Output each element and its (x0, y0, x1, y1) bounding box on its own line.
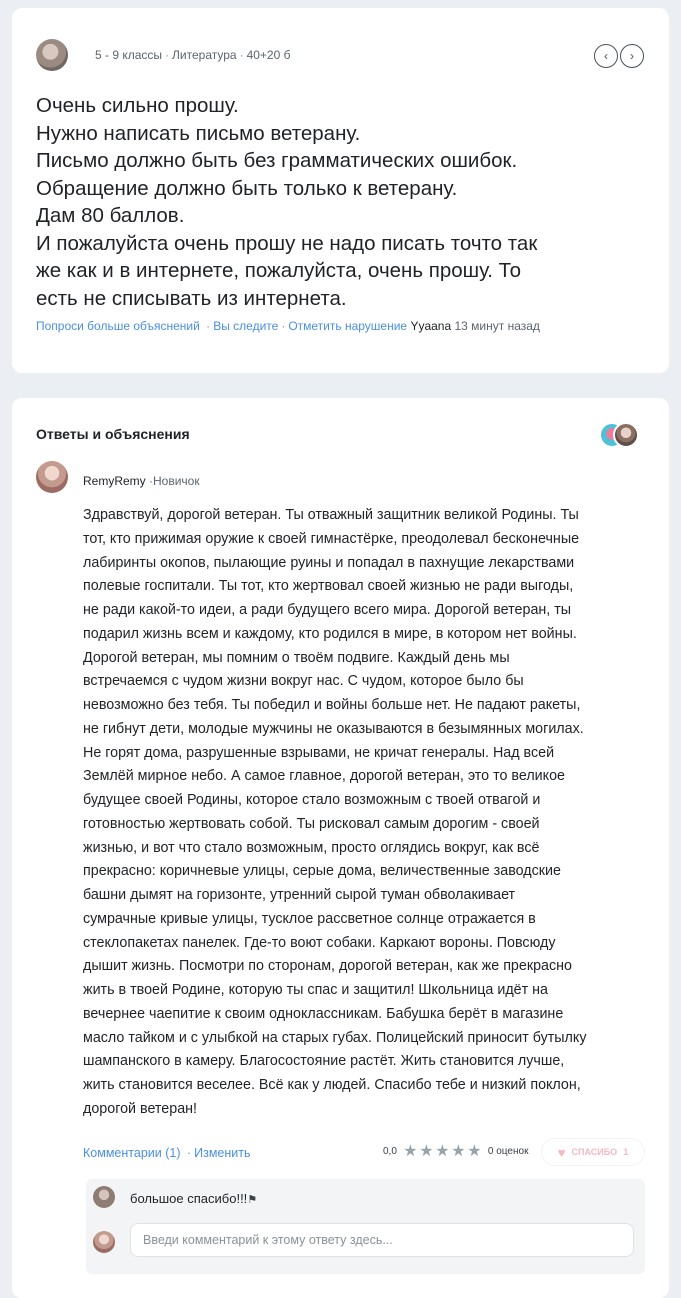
answer-footer (83, 1146, 251, 1160)
answer-line: тот, кто прижимая оружие к своей гимнастёрке, преодолевал бесконечные (83, 530, 580, 547)
question-line: есть не списывать из интернета. (36, 286, 347, 310)
question-line: Дам 80 баллов. (36, 204, 185, 227)
answer-line: встречаемся с чудом жизни вокруг нас. С чудом, которое было бы (83, 673, 524, 690)
separator-dot: · (281, 319, 286, 333)
answer-line: Дорогой ветеран, мы помним о твоём подвиге. Каждый день мы (83, 649, 510, 666)
following-link[interactable]: Вы следите (213, 319, 279, 333)
answer-line: лабиринты окопов, пылающие руины и попадал в пахнущие лекарствами (83, 554, 575, 571)
question-navigation (594, 44, 644, 68)
answer-line: Землёй мирное небо. А самое главное, дорогой ветеран, это то великое (83, 768, 565, 785)
question-line: Письмо должно быть без грамматических ошибок. (36, 149, 518, 172)
star-icon[interactable]: ★ (451, 1143, 466, 1160)
comments-link[interactable]: Комментарии (1) (83, 1146, 181, 1160)
answer-line: башни дымят на горизонте, утренний сырой туман обволакивает (83, 887, 516, 903)
answer-line: будущее своей Родины, которое стало возможным с твоей отвагой и (83, 792, 541, 808)
answer-line: жить в твоей Родине, которую ты спас и защитил! Школьница идёт на (83, 982, 548, 998)
answer-line: вечернее чаепитие к своим одноклассникам. Бабушка берёт в магазине (83, 1005, 564, 1022)
comment-text: большое спасибо!!!⚑ (130, 1191, 258, 1206)
asker-name[interactable]: Yyaana (410, 319, 452, 333)
chevron-right-icon[interactable]: › (620, 44, 644, 68)
question-time: 13 минут назад (454, 319, 540, 333)
separator-dot: · (183, 1146, 192, 1160)
answer-author-avatar[interactable] (36, 461, 68, 493)
star-icon[interactable]: ★ (403, 1143, 418, 1160)
edit-link[interactable]: Изменить (194, 1146, 251, 1160)
thanks-button[interactable] (542, 1139, 644, 1165)
answer-line: Здравствуй, дорогой ветеран. Ты отважный защитник великой Родины. Ты (83, 507, 579, 523)
question-card (12, 8, 669, 373)
answer-line: Не горят дома, разрушенные взрывами, не кричат генералы. Над всей (83, 744, 555, 761)
answer-line: готовностью жертвовать собой. Ты рисковал самым дорогим - своей (83, 815, 540, 832)
question-line: Нужно написать письмо ветерану. (36, 121, 361, 145)
answer-line: сумрачные кривые улицы, тусклое рассветное солнце отражается в (83, 910, 536, 927)
answer-line: полевые госпитали. Ты тот, кто жертвовал своей жизнью не ради выгоды, (83, 578, 574, 595)
thanks-count: 1 (623, 1147, 629, 1157)
answerers-avatars (599, 420, 639, 446)
question-meta (95, 48, 291, 62)
thanks-label: СПАСИБО (571, 1147, 618, 1157)
ask-more-link[interactable]: Попроси больше объяснений (36, 319, 200, 333)
answer-text (83, 504, 648, 1122)
answer-line: стеклопакетах панелек. Где-то воют собаки. Каркают вороны. Повсюду (83, 934, 556, 951)
heart-icon: ♥ (557, 1144, 566, 1160)
answer-line: жизнью, и вот что стало возможным, просто оглядись вокруг, как всё (83, 839, 540, 856)
question-line: Очень сильно прошу. (36, 94, 239, 117)
answer-line: не гибнут дети, молодые мужчины не оказываются в безымянных могилах. (83, 720, 584, 737)
answerer-avatar[interactable] (613, 422, 639, 448)
star-icon[interactable]: ★ (435, 1143, 450, 1160)
commenter-avatar[interactable] (93, 1186, 115, 1208)
answer-line: шампанского в камеру. Благосостояние растёт. Жить становится лучше, (83, 1053, 565, 1070)
answer-line: дорогой ветеран! (83, 1100, 198, 1117)
current-user-avatar (93, 1231, 115, 1253)
answer-line: жить становится веселее. Всё как у людей. Спасибо тебе и низкий поклон, (83, 1077, 581, 1093)
answer-line: дышит жизнь. Посмотри по сторонам, дорогой ветеран, как же прекрасно (83, 958, 572, 975)
report-link[interactable]: Отметить нарушение (288, 319, 408, 333)
separator-dot: · (239, 48, 244, 62)
rating-stars (403, 1144, 482, 1159)
answer-line: масло тайком и с улыбкой на старых губах. Полицейский приносит бутылку (83, 1029, 587, 1046)
answer-author-rank: ·Новичок (149, 474, 200, 488)
star-icon[interactable]: ★ (467, 1143, 482, 1160)
answer-rating (383, 1144, 528, 1159)
question-line: Обращение должно быть только к ветерану. (36, 176, 458, 200)
answer-line: прекрасно: коричневые улицы, серые дома, величественные заводские (83, 863, 561, 880)
answer-line: подарил жизнь всем и каждому, кто родился в мире, в котором нет войны. (83, 625, 577, 642)
answer-line: не ради какой-то идеи, а ради будущего всего мира. Дорогой ветеран, ты (83, 602, 572, 618)
flag-icon[interactable]: ⚑ (247, 1194, 258, 1206)
comment-input[interactable] (130, 1223, 634, 1257)
separator-dot: · (165, 48, 170, 62)
question-line: же как и в интернете, пожалуйста, очень прошу. То (36, 259, 521, 282)
answers-card (12, 398, 669, 1298)
subject-label[interactable]: Литература (172, 48, 237, 62)
question-actions (36, 319, 540, 333)
rating-value: 0,0 (383, 1146, 397, 1157)
points-label: 40+20 б (246, 48, 291, 62)
star-icon[interactable]: ★ (419, 1143, 434, 1160)
separator-dot: · (202, 319, 211, 333)
answer-line: невозможно без тебя. Ты победил и войны больше нет. Не падают ракеты, (83, 697, 581, 713)
chevron-left-icon[interactable]: ‹ (594, 44, 618, 68)
question-line: И пожалуйста очень прошу не надо писать точто так (36, 231, 538, 255)
answer-author-line (83, 474, 200, 488)
answers-title: Ответы и объяснения (36, 426, 190, 442)
ratings-count: 0 оценок (487, 1146, 529, 1157)
grade-label[interactable]: 5 - 9 классы (95, 48, 163, 62)
question-text (36, 92, 646, 312)
comments-section (86, 1179, 645, 1274)
asker-avatar[interactable] (36, 39, 68, 71)
answer-author-name[interactable]: RemyRemy (83, 474, 146, 488)
